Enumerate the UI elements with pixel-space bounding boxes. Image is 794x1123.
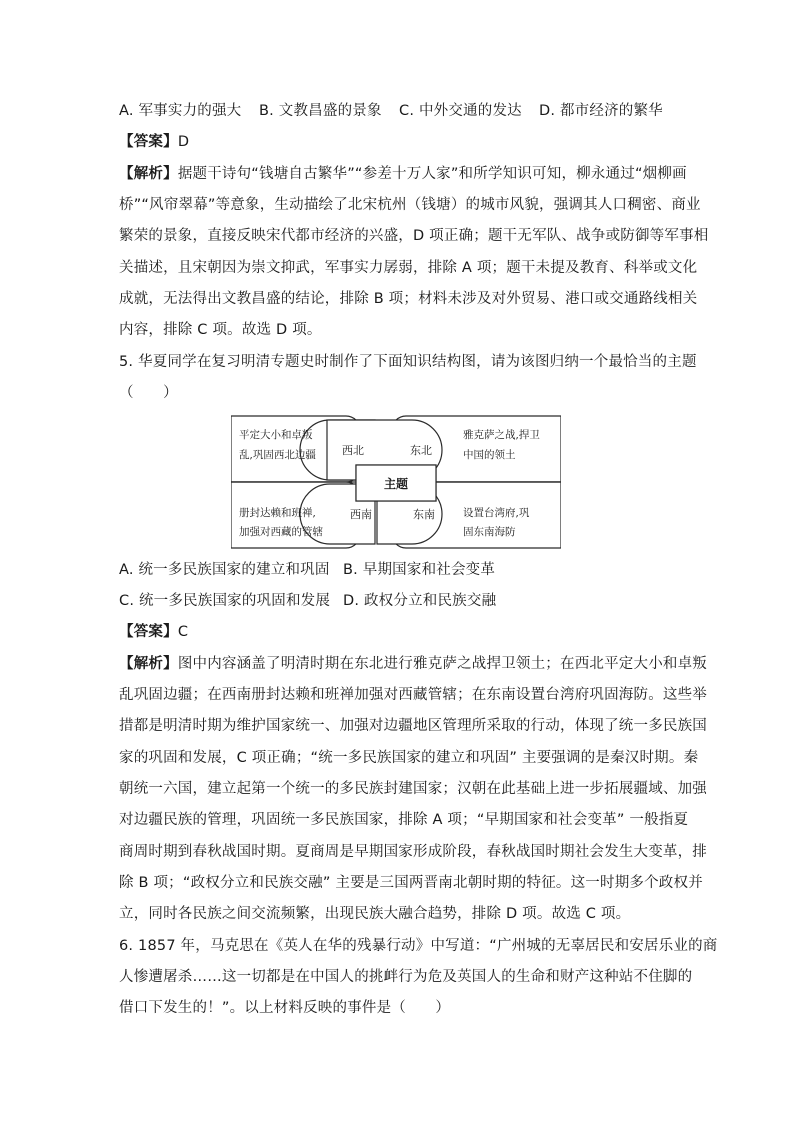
- q5-option-b: B. 早期国家和社会变革: [343, 562, 496, 578]
- q5-analysis-tag: 【解析】: [119, 656, 178, 672]
- diagram-svg: [231, 412, 561, 552]
- q4-answer: [119, 132, 189, 152]
- sw-text-line: 加强对西藏的管辖: [239, 526, 323, 538]
- q4-option-c: C. 中外交通的发达: [399, 103, 522, 119]
- q5-options-row: [119, 591, 496, 611]
- se-text-line: 设置台湾府,巩: [463, 507, 530, 519]
- q4-analysis-tag: 【解析】: [119, 166, 178, 182]
- q5-answer-tag: 【答案】: [119, 624, 178, 640]
- knowledge-structure-diagram: [231, 412, 561, 552]
- se-text-line: 固东南海防: [463, 526, 516, 538]
- q5-analysis-line: 乱巩固边疆；在西南册封达赖和班禅加强对西藏管辖；在东南设置台湾府巩固海防。这些举: [119, 687, 707, 703]
- q4-analysis-line: 成就，无法得出文教昌盛的结论，排除 B 项；材料未涉及对外贸易、港口或交通路线相关: [119, 291, 698, 307]
- q5-stem: 5. 华夏同学在复习明清专题史时制作了下面知识结构图，请为该图归纳一个最恰当的主题: [119, 354, 697, 370]
- q5-analysis-line: 立，同时各民族之间交流频繁，出现民族大融合趋势，排除 D 项。故选 C 项。: [119, 906, 631, 922]
- q5-option-d: D. 政权分立和民族交融: [343, 593, 497, 609]
- nw-text-line: 乱,巩固西北边疆: [239, 449, 316, 461]
- q5-stem: （ ）: [119, 385, 178, 401]
- q5-answer-value: C: [177, 624, 189, 640]
- q4-analysis-line: 桥”“风帘翠幕”等意象，生动描绘了北宋杭州（钱塘）的城市风貌，强调其人口稠密、商业: [119, 197, 701, 213]
- q5-analysis-line: 对边疆民族的管理，巩固统一多民族国家，排除 A 项；“早期国家和社会变革” 一般指夏: [119, 812, 689, 828]
- q5-analysis-line: 商周时期到春秋战国时期。夏商周是早期国家形成阶段，春秋战国时期社会发生大变革，排: [119, 844, 707, 860]
- q5-answer: [119, 622, 188, 642]
- nw-text-line: 平定大小和卓叛: [239, 429, 313, 441]
- se-label: 东南: [413, 508, 435, 521]
- q4-option-d: D. 都市经济的繁华: [539, 103, 663, 119]
- q6-stem: 6. 1857 年，马克思在《英人在华的残暴行动》中写道：“广州城的无辜居民和安居乐业的商: [119, 938, 718, 954]
- q5-analysis-line: 措都是明清时期为维护国家统一、加强对边疆地区管理所采取的行动，体现了统一多民族国: [119, 718, 707, 734]
- q4-analysis-line: 内容，排除 C 项。故选 D 项。: [119, 322, 322, 338]
- q5-options-row: [119, 560, 495, 580]
- q4-answer-value: D: [177, 134, 190, 150]
- q5-option-a: A. 统一多民族国家的建立和巩固: [119, 562, 330, 578]
- ne-text-line: 雅克萨之战,捍卫: [463, 429, 540, 441]
- q5-analysis-line: 【解析】图中内容涵盖了明清时期在东北进行雅克萨之战捍卫领土；在西北平定大小和卓叛: [119, 656, 708, 672]
- q5-analysis-line: 朝统一六国，建立起第一个统一的多民族封建国家；汉朝在此基础上进一步拓展疆域、加强: [119, 781, 707, 797]
- sw-label: 西南: [350, 508, 372, 521]
- q5-analysis-line: 除 B 项；“政权分立和民族交融” 主要是三国两晋南北朝时期的特征。这一时期多个政权并: [119, 875, 703, 891]
- q5-option-c: C. 统一多民族国家的巩固和发展: [119, 593, 331, 609]
- q4-option-b: B. 文教昌盛的景象: [259, 103, 382, 119]
- q6-stem: 人惨遭屠杀……这一切都是在中国人的挑衅行为危及英国人的生命和财产这种站不住脚的: [119, 969, 693, 985]
- q4-option-a: A. 军事实力的强大: [119, 103, 242, 119]
- q6-stem: 借口下发生的！”。以上材料反映的事件是（ ）: [119, 1000, 451, 1016]
- q5-analysis-line: 家的巩固和发展，C 项正确；“统一多民族国家的建立和巩固” 主要强调的是秦汉时期。秦: [119, 750, 699, 766]
- ne-label: 东北: [410, 444, 432, 457]
- q4-answer-tag: 【答案】: [119, 134, 178, 150]
- q4-analysis-line: 关描述，且宋朝因为崇文抑武，军事实力孱弱，排除 A 项；题干未提及教育、科举或文化: [119, 260, 698, 276]
- sw-text-line: 册封达赖和班禅,: [239, 507, 316, 519]
- q4-analysis-line: 繁荣的景象，直接反映宋代都市经济的兴盛，D 项正确；题干无军队、战争或防御等军事相: [119, 228, 709, 244]
- q4-analysis-line: 【解析】据题干诗句“钱塘自古繁华”“参差十万人家”和所学知识可知，柳永通过“烟柳画: [119, 166, 687, 182]
- q4-options: [119, 101, 663, 121]
- nw-label: 西北: [342, 444, 364, 457]
- center-label: 主题: [383, 477, 409, 491]
- ne-text-line: 中国的领土: [463, 449, 516, 461]
